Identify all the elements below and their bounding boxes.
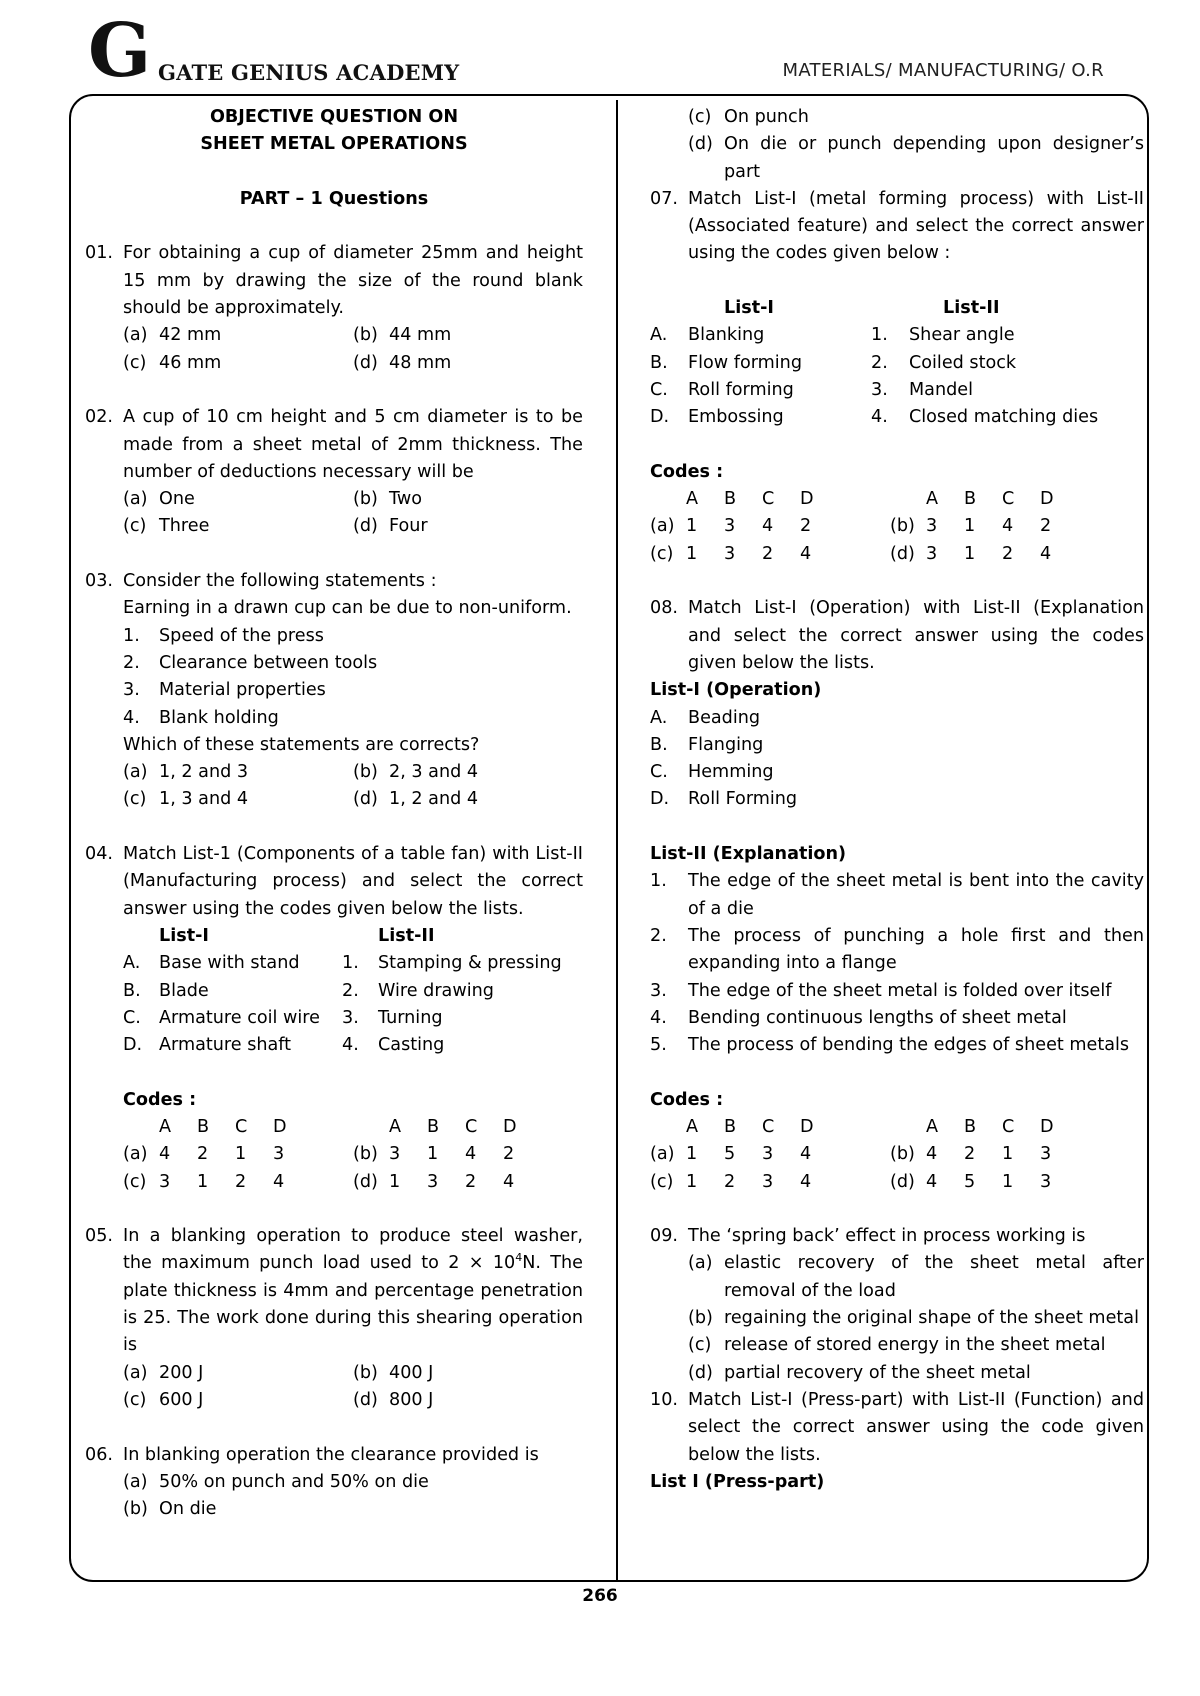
option-label: (d) [353,516,378,537]
option-text: 1, 3 and 4 [159,789,249,810]
list-1-heading: List I (Press-part) [650,1471,825,1492]
options-row [85,350,583,377]
options-row [85,1360,583,1387]
codes-row: (a) 4 2 1 3 (b) 3 1 4 2 [123,1144,515,1165]
question-number: 05. [85,1226,113,1247]
question-text: Match List-I (Press-part) with List-II (Function) and select the correct answer using the code given below the lists. [688,1389,1144,1465]
match-row: C. Roll forming 3. Mandel [650,379,973,400]
list-1-heading: List-I [159,925,209,946]
option-item: (a) elastic recovery of the sheet metal after removal of the load [688,1253,1144,1301]
list-2-heading: List-II [943,298,1000,319]
codes-label: Codes : [123,1089,197,1110]
codes-label: Codes : [650,461,724,482]
option-label: (d) [353,789,378,810]
question-ask: Which of these statements are corrects? [123,734,480,755]
codes-label: Codes : [650,1089,724,1110]
option-text: Three [159,516,210,537]
match-row: B. Blade 2. Wire drawing [123,980,494,1001]
options-row [85,513,583,540]
codes-row: (a) 1 5 3 4 (b) 4 2 1 3 [650,1144,1052,1165]
question-02 [85,404,583,486]
match-row: A. Base with stand 1. Stamping & pressing [123,953,562,974]
part-heading: PART – 1 Questions [239,188,429,209]
option-item: (d) partial recovery of the sheet metal [688,1362,1031,1383]
question-intro: Earning in a drawn cup can be due to non-uniform. [123,598,572,619]
option-item: (c) release of stored energy in the sheet metal [688,1335,1106,1356]
section-title: OBJECTIVE QUESTION ON [209,107,459,127]
option-text: 46 mm [159,352,222,373]
match-row: A. Blanking 1. Shear angle [650,325,1015,346]
question-text: Match List-1 (Components of a table fan) with List-II (Manufacturing process) and select the correct answer using the codes given below the lists. [123,844,583,919]
list-item: 2. The process of punching a hole first and then expanding into a flange [650,925,1144,974]
option-text: 400 J [389,1362,434,1383]
question-number: 02. [85,407,113,428]
question-number: 08. [650,598,678,619]
option-text: 2, 3 and 4 [389,762,479,783]
page-header [0,0,1200,100]
option-item: (c) On punch [688,107,809,127]
statement-item: 1. Speed of the press [123,625,324,646]
list-1-heading: List-I (Operation) [650,680,822,701]
section-subtitle: SHEET METAL OPERATIONS [200,134,468,155]
codes-header: A B C D A B C D [686,489,1054,510]
right-column [650,104,1144,1496]
option-text: Two [389,489,422,510]
option-label: (c) [123,789,147,810]
column-divider [616,100,618,1580]
option-label: (a) [123,762,148,783]
question-09 [650,1223,1144,1250]
codes-row: (a) 1 3 4 2 (b) 3 1 4 2 [650,516,1052,537]
codes-row: (c) 1 2 3 4 (d) 4 5 1 3 [650,1171,1052,1192]
question-text: Consider the following statements : [123,571,437,592]
options-row [85,1387,583,1414]
match-row: D. Armature shaft 4. Casting [123,1035,445,1056]
option-label: (d) [353,1389,378,1410]
academy-name: GATE GENIUS ACADEMY [158,60,460,85]
match-row: B. Flow forming 2. Coiled stock [650,352,1017,373]
subject-heading: MATERIALS/ MANUFACTURING/ O.R [782,60,1104,81]
question-number: 03. [85,571,113,592]
option-label: (d) [353,352,378,373]
question-07 [650,186,1144,268]
list-item: B. Flanging [650,734,764,755]
option-item: (a) 50% on punch and 50% on die [123,1471,429,1492]
question-06 [85,1442,583,1469]
options-row [85,486,583,513]
option-label: (a) [123,489,148,510]
left-column [85,104,583,1523]
list-headers [650,295,1144,322]
option-text: 600 J [159,1389,204,1410]
question-text: For obtaining a cup of diameter 25mm and height 15 mm by drawing the size of the round blank should be approximately. [123,243,583,319]
list-1-heading: List-I [724,298,774,319]
question-number: 09. [650,1226,678,1247]
option-text: 200 J [159,1362,204,1383]
statement-item: 4. Blank holding [123,707,279,728]
options-row [85,786,583,813]
option-label: (b) [353,325,378,346]
option-text: 48 mm [389,352,452,373]
option-text: 44 mm [389,325,452,346]
question-number: 07. [650,188,678,209]
codes-header: A B C D A B C D [159,1116,517,1137]
page-number: 266 [582,1586,618,1606]
question-04 [85,841,583,923]
option-label: (c) [123,516,147,537]
list-2-heading: List-II [378,925,435,946]
codes-header: A B C D A B C D [686,1116,1054,1137]
option-label: (b) [353,762,378,783]
question-number: 01. [85,243,113,264]
question-05 [85,1223,583,1359]
option-label: (a) [123,325,148,346]
option-label: (c) [123,352,147,373]
option-item: (d) On die or punch depending upon designer’s part [688,134,1144,182]
academy-logo: G [88,8,152,94]
list-item: C. Hemming [650,762,774,783]
option-text: 800 J [389,1389,434,1410]
option-item: (b) regaining the original shape of the sheet metal [688,1308,1139,1329]
option-text: One [159,489,195,510]
question-number: 04. [85,844,113,865]
list-item: D. Roll Forming [650,789,798,810]
list-item: 5. The process of bending the edges of sheet metals [650,1035,1130,1056]
list-item: A. Beading [650,707,761,728]
question-10 [650,1387,1144,1469]
question-text: Match List-I (metal forming process) with List-II (Associated feature) and select the correct answer using the codes given below : [688,188,1144,264]
codes-row: (c) 3 1 2 4 (d) 1 3 2 4 [123,1171,515,1192]
question-03 [85,568,583,595]
option-label: (a) [123,1362,148,1383]
options-row [85,759,583,786]
question-text: Match List-I (Operation) with List-II (Explanation and select the correct answer using the codes given below the lists. [688,598,1144,673]
question-text: In a blanking operation to produce steel washer, the maximum punch load used to $2 \times 10^4N$. The plate thickness is 4mm and percentage penetration is 25. The work done during this shearing operation is [123,1226,583,1356]
option-text: 42 mm [159,325,222,346]
codes-row: (c) 1 3 2 4 (d) 3 1 2 4 [650,543,1052,564]
option-text: 1, 2 and 4 [389,789,479,810]
question-number: 10. [650,1389,678,1410]
option-text: 1, 2 and 3 [159,762,249,783]
match-row: D. Embossing 4. Closed matching dies [650,407,1099,428]
list-2-heading: List-II (Explanation) [650,844,847,865]
question-text: A cup of 10 cm height and 5 cm diameter is to be made from a sheet metal of 2mm thickness. The number of deductions necessary will be [123,407,583,482]
option-label: (b) [353,1362,378,1383]
option-text: Four [389,516,428,537]
options-row [85,322,583,349]
question-text: The ‘spring back’ effect in process working is [688,1226,1086,1247]
option-label: (c) [123,1389,147,1410]
question-01 [85,240,583,322]
question-text: In blanking operation the clearance provided is [123,1444,539,1465]
list-headers [85,923,583,950]
statement-item: 2. Clearance between tools [123,652,378,673]
option-item: (b) On die [123,1499,217,1520]
match-row: C. Armature coil wire 3. Turning [123,1007,443,1028]
list-item: 1. The edge of the sheet metal is bent into the cavity of a die [650,871,1144,919]
question-08 [650,595,1144,677]
list-item: 3. The edge of the sheet metal is folded over itself [650,980,1112,1001]
option-label: (b) [353,489,378,510]
list-item: 4. Bending continuous lengths of sheet metal [650,1007,1067,1028]
statement-item: 3. Material properties [123,680,326,701]
question-number: 06. [85,1444,113,1465]
